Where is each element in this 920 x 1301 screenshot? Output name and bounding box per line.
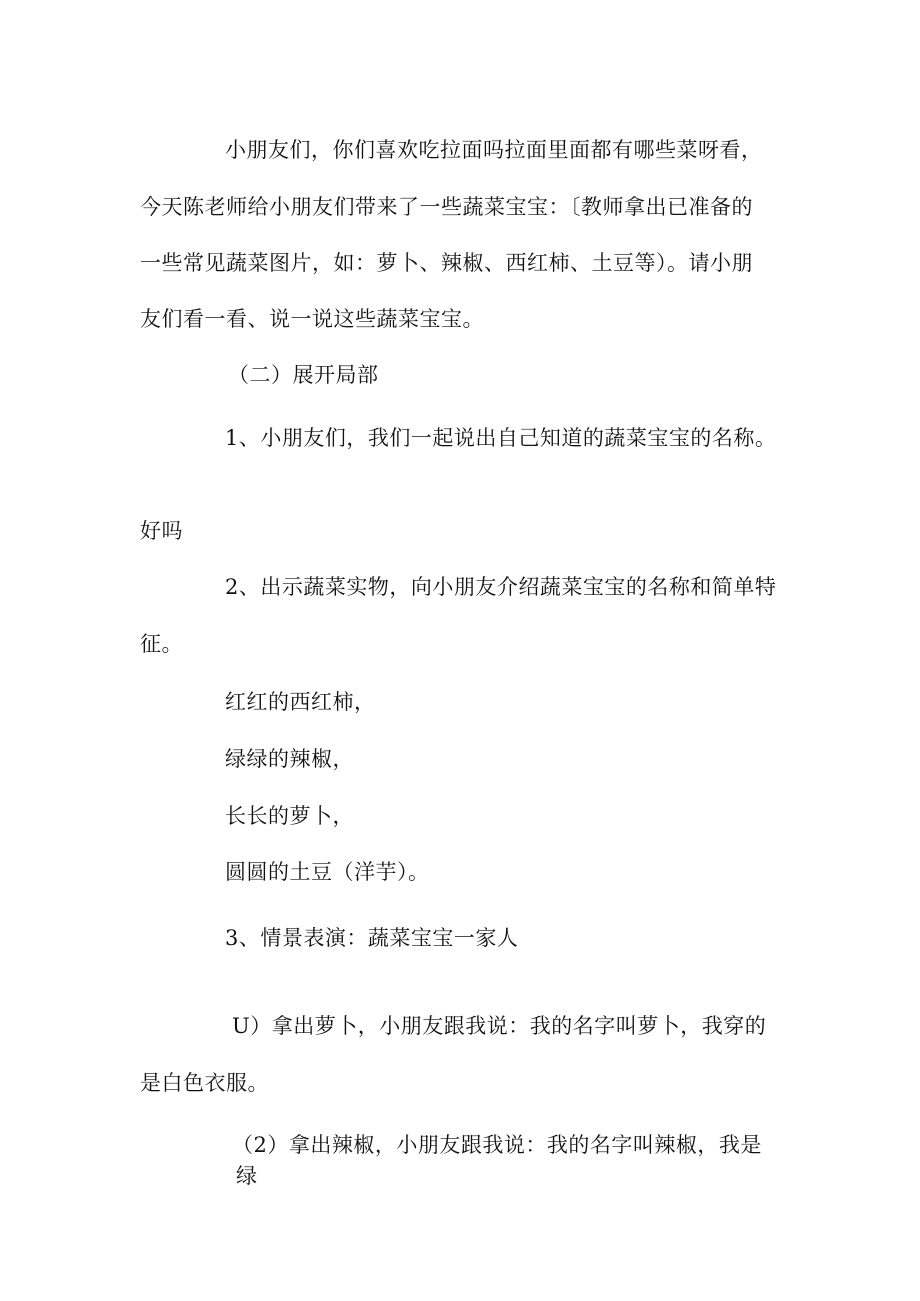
intro-line-1: 小朋友们，你们喜欢吃拉面吗拉面里面都有哪些菜呀看， bbox=[225, 138, 763, 162]
step2-line-2: 征。 bbox=[140, 632, 183, 656]
vegetable-item: 长长的萝卜， bbox=[225, 804, 354, 828]
step2-line-1: 2、出示蔬菜实物，向小朋友介绍蔬菜宝宝的名称和简单特 bbox=[225, 575, 777, 599]
sub2-line-2: 绿 bbox=[236, 1164, 258, 1188]
vegetable-item: 绿绿的辣椒， bbox=[225, 747, 354, 771]
intro-line-3: 一些常见蔬菜图片，如：萝卜、辣椒、西红柿、土豆等）。请小朋 bbox=[140, 251, 753, 275]
step1-line-1: 1、小朋友们，我们一起说出自己知道的蔬菜宝宝的名称。 bbox=[225, 426, 777, 450]
sub2-line-1: （2）拿出辣椒，小朋友跟我说：我的名字叫辣椒，我是 bbox=[232, 1133, 762, 1157]
section-heading: （二）展开局部 bbox=[228, 363, 379, 387]
intro-line-4: 友们看一看、说一说这些蔬菜宝宝。 bbox=[140, 307, 484, 331]
sub1-line-1: U）拿出萝卜，小朋友跟我说：我的名字叫萝卜，我穿的 bbox=[232, 1014, 767, 1038]
vegetable-item: 圆圆的土豆（洋芋）。 bbox=[225, 860, 430, 884]
intro-line-2: 今天陈老师给小朋友们带来了一些蔬菜宝宝：〔教师拿出已准备的 bbox=[140, 195, 753, 219]
step3-line-1: 3、情景表演：蔬菜宝宝一家人 bbox=[225, 926, 519, 950]
sub1-line-2: 是白色衣服。 bbox=[140, 1071, 269, 1095]
step1-line-2: 好吗 bbox=[140, 519, 183, 543]
vegetable-item: 红红的西红柿， bbox=[225, 690, 376, 714]
